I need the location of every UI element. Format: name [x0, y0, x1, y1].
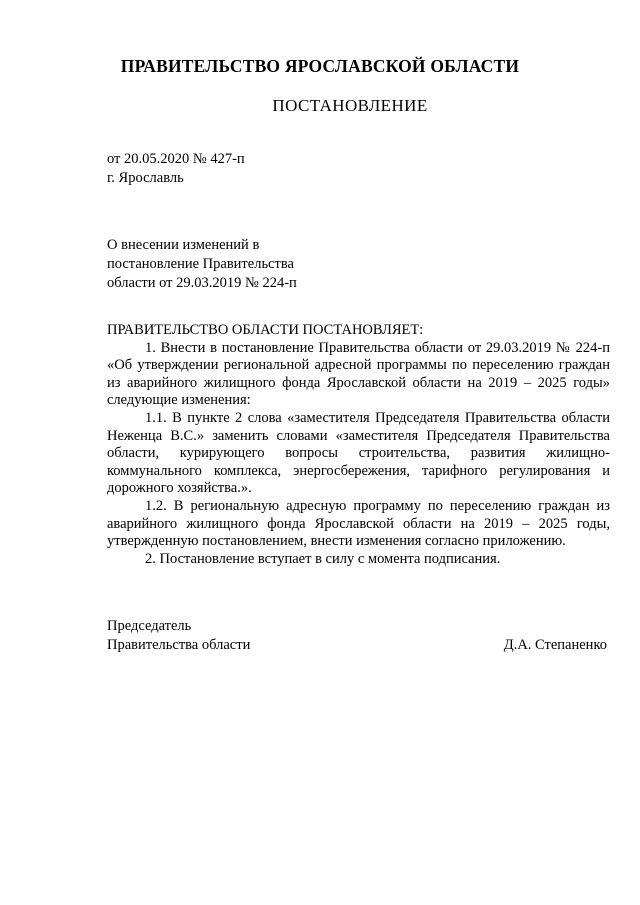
document-type: ПОСТАНОВЛЕНИЕ [272, 96, 428, 115]
signer-position-line1: Председатель [107, 618, 192, 634]
signature-block [107, 617, 607, 655]
item-1-2: 1.2. В региональную адресную программу по переселению граждан из аварийного жилищного фонда Ярославской области на 2019 – 2025 годы, утвержденную постановлением, внести изменения согласно приложению. [107, 497, 610, 550]
document-subject [107, 236, 327, 293]
signer-name: Д.А. Степаненко [503, 637, 607, 653]
date-number: от 20.05.2020 № 427-п [107, 151, 245, 167]
preamble: ПРАВИТЕЛЬСТВО ОБЛАСТИ ПОСТАНОВЛЯЕТ: [107, 322, 424, 338]
subject-line: постановление Правительства [107, 256, 294, 272]
item-1: 1. Внести в постановление Правительства области от 29.03.2019 № 224-п «Об утверждении региональной адресной программы по переселению граждан из аварийного жилищного фонда Ярославской области на 2019 – 2025 годы» следующие изменения: [107, 339, 610, 409]
signer-position-line2: Правительства области [107, 637, 251, 653]
government-title: ПРАВИТЕЛЬСТВО ЯРОСЛАВСКОЙ ОБЛАСТИ [120, 56, 520, 76]
subject-line: области от 29.03.2019 № 224-п [107, 275, 297, 291]
item-1-1: 1.1. В пункте 2 слова «заместителя Председателя Правительства области Неженца В.С.» заменить словами «заместителя Председателя Правительства области, курирующего вопросы строительства, развития жилищно-коммунального комплекса, энергосбережения, тарифного регулирования и дорожного хозяйства.». [107, 409, 610, 497]
item-2: 2. Постановление вступает в силу с момента подписания. [145, 550, 501, 567]
subject-line: О внесении изменений в [107, 237, 260, 253]
document-body [107, 322, 610, 568]
document-meta [107, 150, 245, 188]
city: г. Ярославль [107, 170, 184, 186]
